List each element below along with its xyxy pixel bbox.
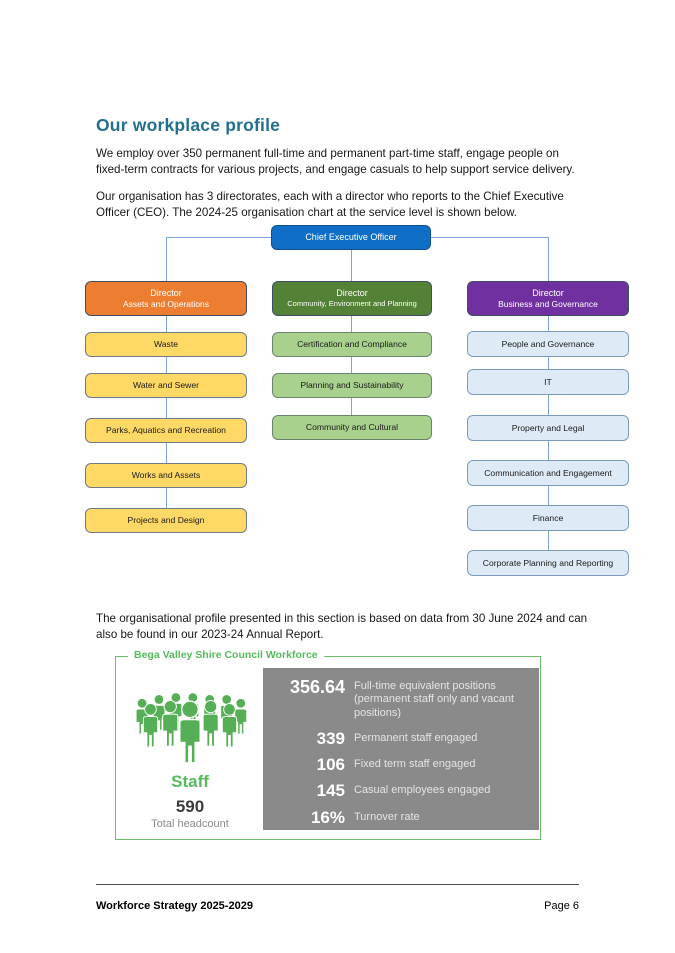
staff-crowd-icon [128,669,252,763]
org-box-communication-and-engagement: Communication and Engagement [467,460,629,486]
stat-label: Fixed term staff engaged [354,758,476,770]
org-box-it: IT [467,369,629,395]
org-box-director-business-and-governance [467,281,629,316]
connector-line [351,316,352,416]
org-box-people-and-governance: People and Governance [467,331,629,357]
intro-paragraph: We employ over 350 permanent full-time and permanent part-time staff, engage people on fixed-term contracts for various projects, and engage casuals to help support service delivery. [96,146,575,177]
org-box-works-and-assets: Works and Assets [85,463,247,488]
stat-value: 106 [316,755,345,774]
stat-label: Turnover rate [354,811,420,823]
footer-document-title: Workforce Strategy 2025-2029 [96,900,253,912]
staff-label: Staff [171,772,209,791]
director-subtitle: Community, Environment and Planning [287,299,417,309]
workforce-infographic [115,649,541,840]
org-box-waste: Waste [85,332,247,357]
total-headcount-label: Total headcount [151,818,229,830]
org-box-certification-and-compliance: Certification and Compliance [272,332,432,357]
stat-label: Full-time equivalent positions (permanent staff only and vacant positions) [354,680,515,719]
org-box-ceo: Chief Executive Officer [271,225,431,250]
org-box-community-and-cultural: Community and Cultural [272,415,432,440]
profile-note-paragraph: The organisational profile presented in this section is based on data from 30 June 2024 and can also be found in our 2023-24 Annual Report. [96,611,588,642]
workforce-stats-panel [263,668,539,830]
org-box-finance: Finance [467,505,629,531]
connector-line [166,237,167,281]
org-box-water-and-sewer: Water and Sewer [85,373,247,398]
stat-value: 145 [316,781,345,800]
footer-divider [96,884,579,885]
total-headcount-value: 590 [175,797,205,816]
footer-page-number: Page 6 [544,900,579,912]
connector-line [548,237,549,281]
stat-label: Permanent staff engaged [354,732,478,744]
stat-value: 339 [316,729,345,748]
director-title: Director [532,287,564,298]
workforce-legend: Bega Valley Shire Council Workforce [128,649,324,661]
director-title: Director [336,288,368,299]
org-box-director-assets-and-operations [85,281,247,316]
director-title: Director [150,287,182,298]
stat-value: 356.64 [289,677,345,697]
org-box-corporate-planning-and-reporting: Corporate Planning and Reporting [467,550,629,576]
org-chart [85,222,633,582]
stat-label: Casual employees engaged [354,784,491,796]
director-subtitle: Business and Governance [498,298,598,309]
org-box-property-and-legal: Property and Legal [467,415,629,441]
connector-line [351,250,352,281]
stat-row [263,781,529,801]
directorates-paragraph: Our organisation has 3 directorates, each with a director who reports to the Chief Executive Officer (CEO). The 2024-25 organisation chart at the service level is shown below. [96,189,564,220]
director-subtitle: Assets and Operations [123,298,209,309]
stat-value: 16% [310,808,345,827]
org-box-parks-aquatics-recreation: Parks, Aquatics and Recreation [85,418,247,443]
workforce-staff-summary [119,669,261,830]
org-box-planning-and-sustainability: Planning and Sustainability [272,373,432,398]
stat-row [263,677,529,720]
org-box-projects-and-design: Projects and Design [85,508,247,533]
stat-row [263,808,529,828]
stat-row [263,755,529,775]
stat-row [263,729,529,749]
page-title: Our workplace profile [96,114,281,135]
org-box-director-community-environment-planning [272,281,432,316]
